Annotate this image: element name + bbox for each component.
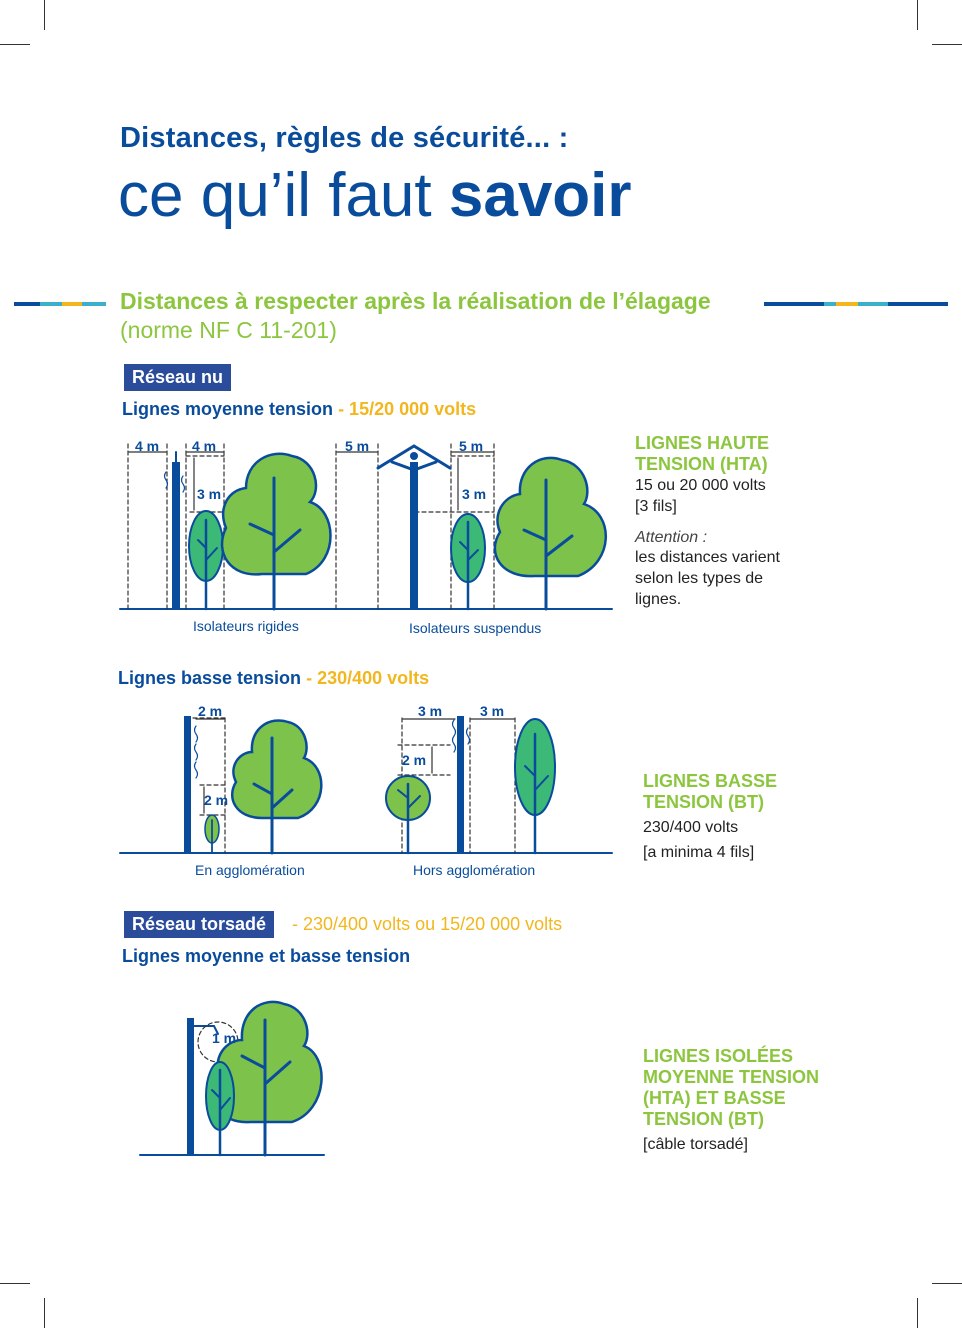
hta-note-3: lignes. <box>635 591 682 608</box>
diagram-mt <box>120 444 612 609</box>
bt-title-1: LIGNES BASSE <box>643 771 778 791</box>
dim-label: 4 m <box>135 438 160 454</box>
mt-volts: - 15/20 000 volts <box>338 399 477 419</box>
section-norm: (norme NF C 11-201) <box>120 317 337 343</box>
info-bt <box>643 771 853 863</box>
diagram-torsade <box>140 1002 324 1155</box>
hta-note-1: les distances varient <box>635 549 780 566</box>
bt-title-2: TENSION (BT) <box>643 792 764 812</box>
bt-heading <box>118 668 429 689</box>
isolees-title-4: TENSION (BT) <box>643 1109 764 1129</box>
section-title: Distances à respecter après la réalisation de l’élagage <box>120 288 711 314</box>
isolees-line-1: [câble torsadé] <box>643 1136 748 1153</box>
stripe-left <box>14 302 106 306</box>
mt-heading <box>122 399 476 420</box>
caption-isolateurs-rigides: Isolateurs rigides <box>193 618 299 634</box>
hta-line-1: 15 ou 20 000 volts <box>635 477 766 494</box>
hta-note-2: selon les types de <box>635 570 764 587</box>
dim-label: 3 m <box>418 703 443 719</box>
hta-line-2: [3 fils] <box>635 498 677 515</box>
stripe-right <box>764 302 948 306</box>
dim-label: 5 m <box>345 438 370 454</box>
torsade-volts: - 230/400 volts ou 15/20 000 volts <box>292 914 563 934</box>
title-regular: ce qu’il faut <box>118 161 449 230</box>
page-subtitle: Distances, règles de sécurité... : <box>120 122 569 154</box>
dim-label: 2 m <box>204 792 229 808</box>
dim-label: 5 m <box>459 438 484 454</box>
caption-en-agglomeration: En agglomération <box>195 862 305 878</box>
diagram-bt <box>120 716 612 853</box>
isolees-title-2: MOYENNE TENSION <box>643 1067 820 1087</box>
hta-attention: Attention : <box>635 529 708 546</box>
tag-reseau-torsade: Réseau torsadé <box>124 911 274 938</box>
caption-isolateurs-suspendus: Isolateurs suspendus <box>409 620 542 636</box>
dim-label: 1 m <box>212 1030 237 1046</box>
isolees-title-1: LIGNES ISOLÉES <box>643 1046 794 1066</box>
dim-label: 3 m <box>480 703 505 719</box>
tag-reseau-nu: Réseau nu <box>124 364 231 391</box>
mt-label: Lignes moyenne tension <box>122 399 334 419</box>
hta-title-1: LIGNES HAUTE <box>635 433 770 453</box>
dim-label: 3 m <box>462 486 487 502</box>
dim-label: 2 m <box>198 703 223 719</box>
dim-label: 3 m <box>197 486 222 502</box>
bt-label: Lignes basse tension <box>118 668 302 688</box>
bt-line-2: [a minima 4 fils] <box>643 844 755 861</box>
dim-label: 2 m <box>402 752 427 768</box>
info-isolees <box>643 1046 883 1155</box>
dim-label: 4 m <box>192 438 217 454</box>
hta-title-2: TENSION (HTA) <box>635 454 768 474</box>
title-bold: savoir <box>448 161 632 230</box>
caption-hors-agglomeration: Hors agglomération <box>413 862 536 878</box>
isolees-title-3: (HTA) ET BASSE <box>643 1088 786 1108</box>
info-hta <box>635 433 845 610</box>
torsade-heading: Lignes moyenne et basse tension <box>122 946 411 966</box>
bt-line-1: 230/400 volts <box>643 819 739 836</box>
bt-volts: - 230/400 volts <box>306 668 430 688</box>
